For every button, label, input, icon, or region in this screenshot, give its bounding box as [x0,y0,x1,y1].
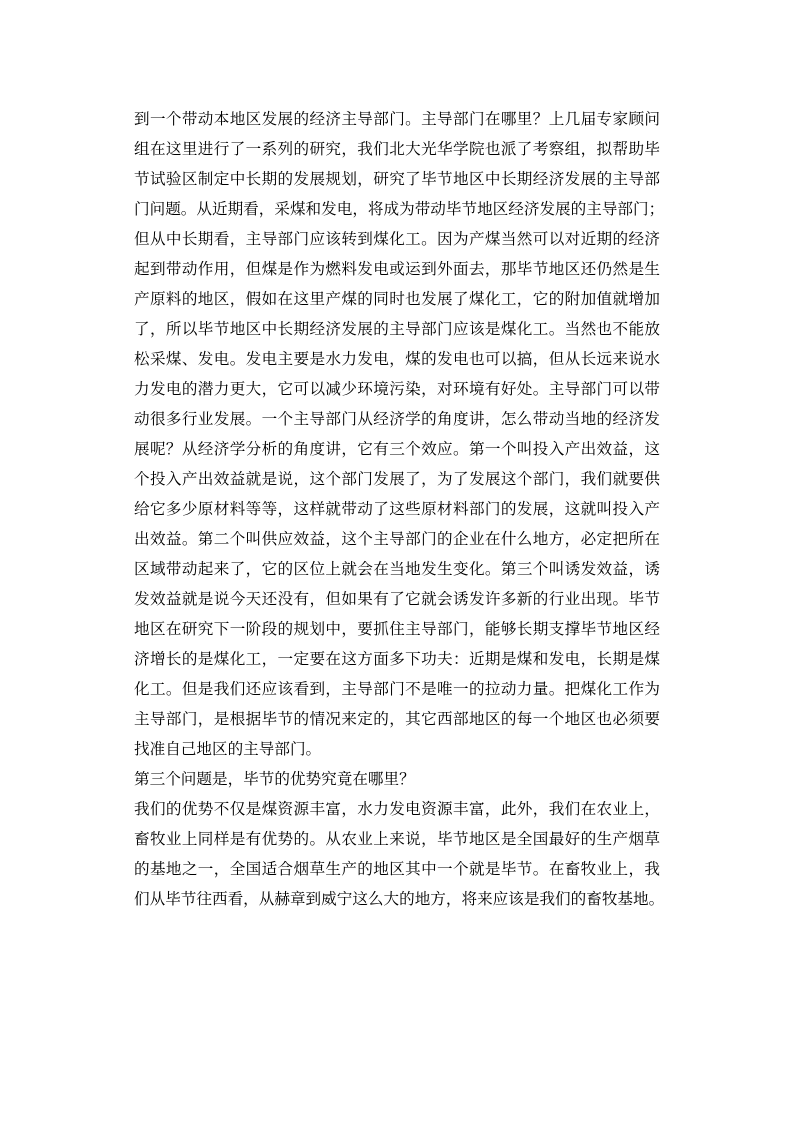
text-line: 产原料的地区，假如在这里产煤的同时也发展了煤化工，它的附加值就增加 [134,290,660,308]
text-line: 节试验区制定中长期的发展规划，研究了毕节地区中长期经济发展的主导部 [134,170,660,188]
section-heading: 第三个问题是，毕节的优势究竟在哪里？ [134,770,415,788]
text-line: 到一个带动本地区发展的经济主导部门。主导部门在哪里？上几届专家顾问 [134,110,660,128]
text-line: 力发电的潜力更大，它可以减少环境污染，对环境有好处。主导部门可以带 [134,380,660,398]
text-line: 出效益。第二个叫供应效益，这个主导部门的企业在什么地方，必定把所在 [134,530,660,548]
text-line: 组在这里进行了一系列的研究，我们北大光华学院也派了考察组，拟帮助毕 [134,140,660,158]
text-line: 发效益就是说今天还没有，但如果有了它就会诱发许多新的行业出现。毕节 [134,590,660,608]
text-line: 主导部门，是根据毕节的情况来定的，其它西部地区的每一个地区也必须要 [134,710,660,728]
text-line: 地区在研究下一阶段的规划中，要抓住主导部门，能够长期支撑毕节地区经 [134,620,660,638]
text-line: 化工。但是我们还应该看到，主导部门不是唯一的拉动力量。把煤化工作为 [134,680,660,698]
text-line: 门问题。从近期看，采煤和发电，将成为带动毕节地区经济发展的主导部门； [134,200,665,218]
text-line: 区域带动起来了，它的区位上就会在当地发生变化。第三个叫诱发效益，诱 [134,560,660,578]
text-line: 的基地之一，全国适合烟草生产的地区其中一个就是毕节。在畜牧业上，我 [134,860,660,878]
text-line: 们从毕节往西看，从赫章到威宁这么大的地方，将来应该是我们的畜牧基地。 [134,890,665,908]
text-line: 我们的优势不仅是煤资源丰富，水力发电资源丰富，此外，我们在农业上， [134,800,660,818]
text-line: 展呢？从经济学分析的角度讲，它有三个效应。第一个叫投入产出效益，这 [134,440,660,458]
text-line: 起到带动作用，但煤是作为燃料发电或运到外面去，那毕节地区还仍然是生 [134,260,660,278]
paragraph-end-line: 找准自己地区的主导部门。 [134,740,322,758]
text-line: 个投入产出效益就是说，这个部门发展了，为了发展这个部门，我们就要供 [134,470,660,488]
text-line: 畜牧业上同样是有优势的。从农业上来说，毕节地区是全国最好的生产烟草 [134,830,660,848]
text-line: 动很多行业发展。一个主导部门从经济学的角度讲，怎么带动当地的经济发 [134,410,660,428]
text-line: 但从中长期看，主导部门应该转到煤化工。因为产煤当然可以对近期的经济 [134,230,660,248]
text-line: 济增长的是煤化工，一定要在这方面多下功夫：近期是煤和发电，长期是煤 [134,650,660,668]
document-body [134,104,665,914]
text-line: 了，所以毕节地区中长期经济发展的主导部门应该是煤化工。当然也不能放 [134,320,660,338]
text-line: 松采煤、发电。发电主要是水力发电，煤的发电也可以搞，但从长远来说水 [134,350,660,368]
text-line: 给它多少原材料等等，这样就带动了这些原材料部门的发展，这就叫投入产 [134,500,660,518]
